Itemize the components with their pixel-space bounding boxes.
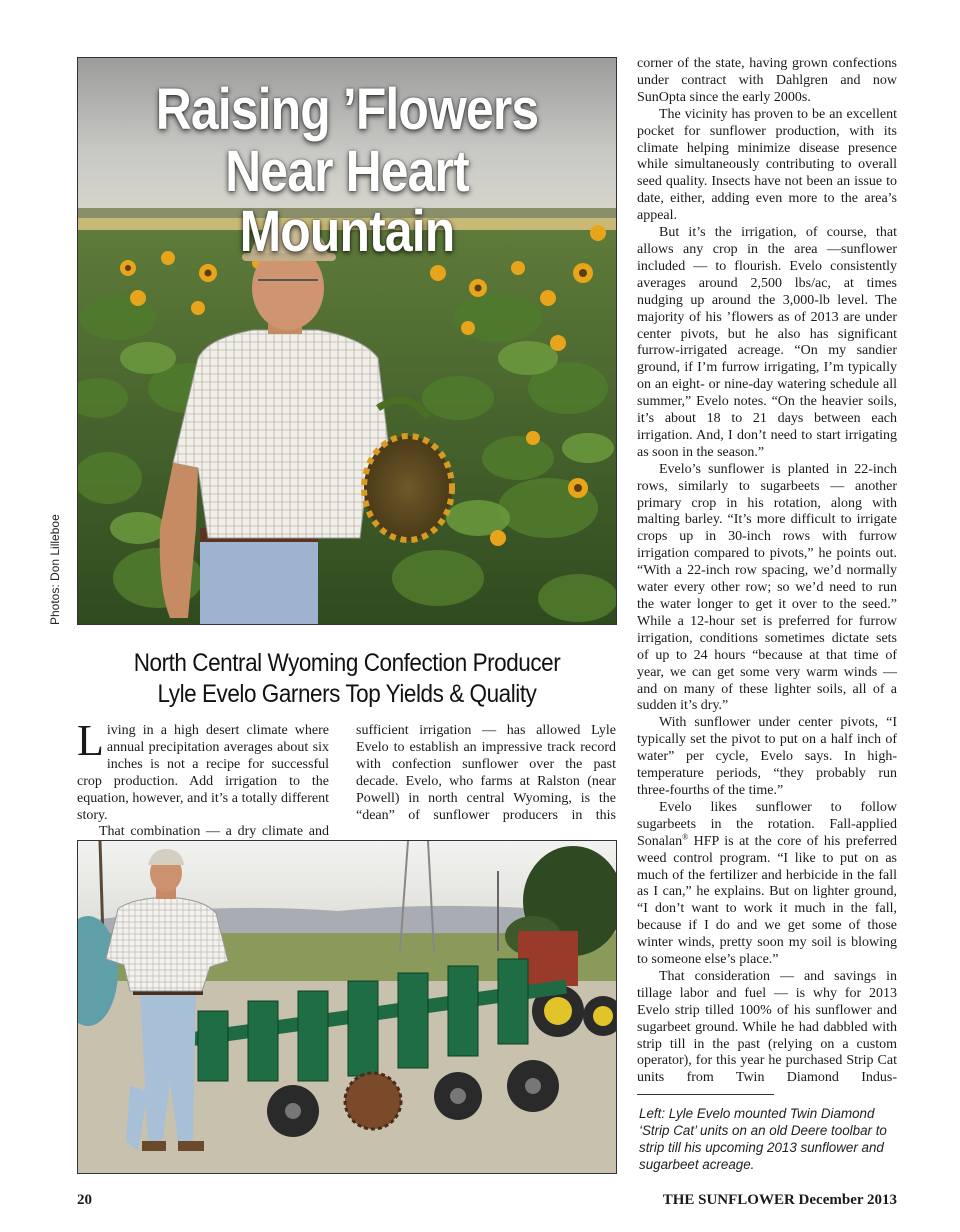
article-paragraph <box>637 800 897 969</box>
subheadline-line1: North Central Wyoming Confection Producer <box>133 649 561 677</box>
hero-title-line1: Raising ’Flowers <box>155 77 539 142</box>
article-paragraph: Evelo’s sunflower is planted in 22-inch rows, similarly to sugarbeets — another primary crop in his rotation, along with malting barley. “It’s more difficult to irrigate crops up in 30-inch rows with furrow irrigation compared to pivots,” he points out. “With a 22-inch row spacing, we’d normally water every other row; so we’d need to run the water longer to get it over to the seed.” While a 12-hour set is preferred for furrow irrigation, conditions sometimes dictate sets of up to 24 hours “because at that time of year, we can get some very warm winds — and on many of these lighter soils, all of a sudden it’s dry.” <box>637 461 897 714</box>
article-paragraph: corner of the state, having grown confections under contract with Dahlgren and now SunOpta since the early 2000s. <box>637 56 897 105</box>
registered-mark: ® <box>682 832 689 842</box>
publication-footer: THE SUNFLOWER December 2013 <box>662 1192 897 1208</box>
article-paragraph: That consideration — and savings in tillage labor and fuel — is why for 2013 Evelo strip tilled 100% of his sunflower and sugarbeet ground. While he had dabbled with strip till in the past (relying on a custom operator), for this year he purchased Strip Cat units from Twin Diamond Indus- <box>637 968 897 1086</box>
hero-photo <box>77 57 617 625</box>
subheadline <box>77 648 617 710</box>
paragraph-text: HFP is at the core of his preferred weed control program. “I like to put on as much of the fertilizer and herbicide in the fall as I can,” he explains. But on lighter ground, “I don’t want to work it much in the fall, because if I do and we get some of those winter winds, pretty soon my soil is blowing to someone else’s place.” <box>637 833 897 968</box>
article-paragraph: sufficient irrigation — has allowed Lyle Evelo to establish an impressive track record with confection sunflower over the past decade. Evelo, who farms at Ralston (near Powell) in north central Wyoming, is the “dean” of sunflower producers in this <box>356 723 616 823</box>
article-column-2 <box>356 723 616 824</box>
photo-credit: Photos: Don Lilleboe <box>48 514 62 625</box>
photo-caption: Left: Lyle Evelo mounted Twin Diamond ‘Strip Cat’ units on an old Deere toolbar to strip till his upcoming 2013 sunflower and sugarbeet acreage. <box>639 1106 887 1172</box>
drop-cap: L <box>77 716 104 765</box>
strip-till-photo <box>77 840 617 1174</box>
article-paragraph: But it’s the irrigation, of course, that allows any crop in the area —sunflower included — to flourish. Evelo consistently averages around 2,500 lbs/ac, at times nudging up around the 3,000-lb level. The majority of his ’flowers as of 2013 are under center pivots, but he also has significant furrow-irrigated acreage. “On my sandier ground, if I’m furrow irrigating, I’m typically on an eight- or nine-day watering schedule all summer,” Evelo notes. “On the heavier soils, it’s about 18 to 21 days between each irrigation. And, I don’t need to start irrigating as soon in the season.” <box>637 225 897 460</box>
hero-title-line2: Near Heart Mountain <box>225 139 469 264</box>
toolbar-image <box>78 841 617 1174</box>
article-paragraph: That combination — a dry climate and <box>99 824 329 840</box>
paragraph-text: Evelo likes sunflower to follow sugarbeets in the rotation. Fall-applied Sonalan <box>637 799 897 849</box>
caption-divider <box>637 1094 774 1095</box>
page-number: 20 <box>77 1192 92 1208</box>
paragraph-text: iving in a high desert climate where annual precipitation averages about six inches is not a recipe for successful crop production. Add irrigation to the equation, however, and it’s a totally different story. <box>77 723 329 823</box>
article-column-1 <box>77 716 329 841</box>
article-column-3 <box>637 56 897 1087</box>
article-paragraph <box>77 716 329 824</box>
subheadline-line2: Lyle Evelo Garners Top Yields & Quality <box>157 680 537 708</box>
article-paragraph: With sunflower under center pivots, “I typically set the pivot to put on a half inch of water” per cycle, Evelo says. In high-temperature periods, “they probably run three-fourths of the time.” <box>637 715 897 798</box>
article-paragraph: The vicinity has proven to be an excellent pocket for sunflower production, with its climate helping minimize disease presence while simultaneously contributing to overall seed quality. Insects have not been an issue to date, either, adding even more to the area’s appeal. <box>637 106 897 224</box>
